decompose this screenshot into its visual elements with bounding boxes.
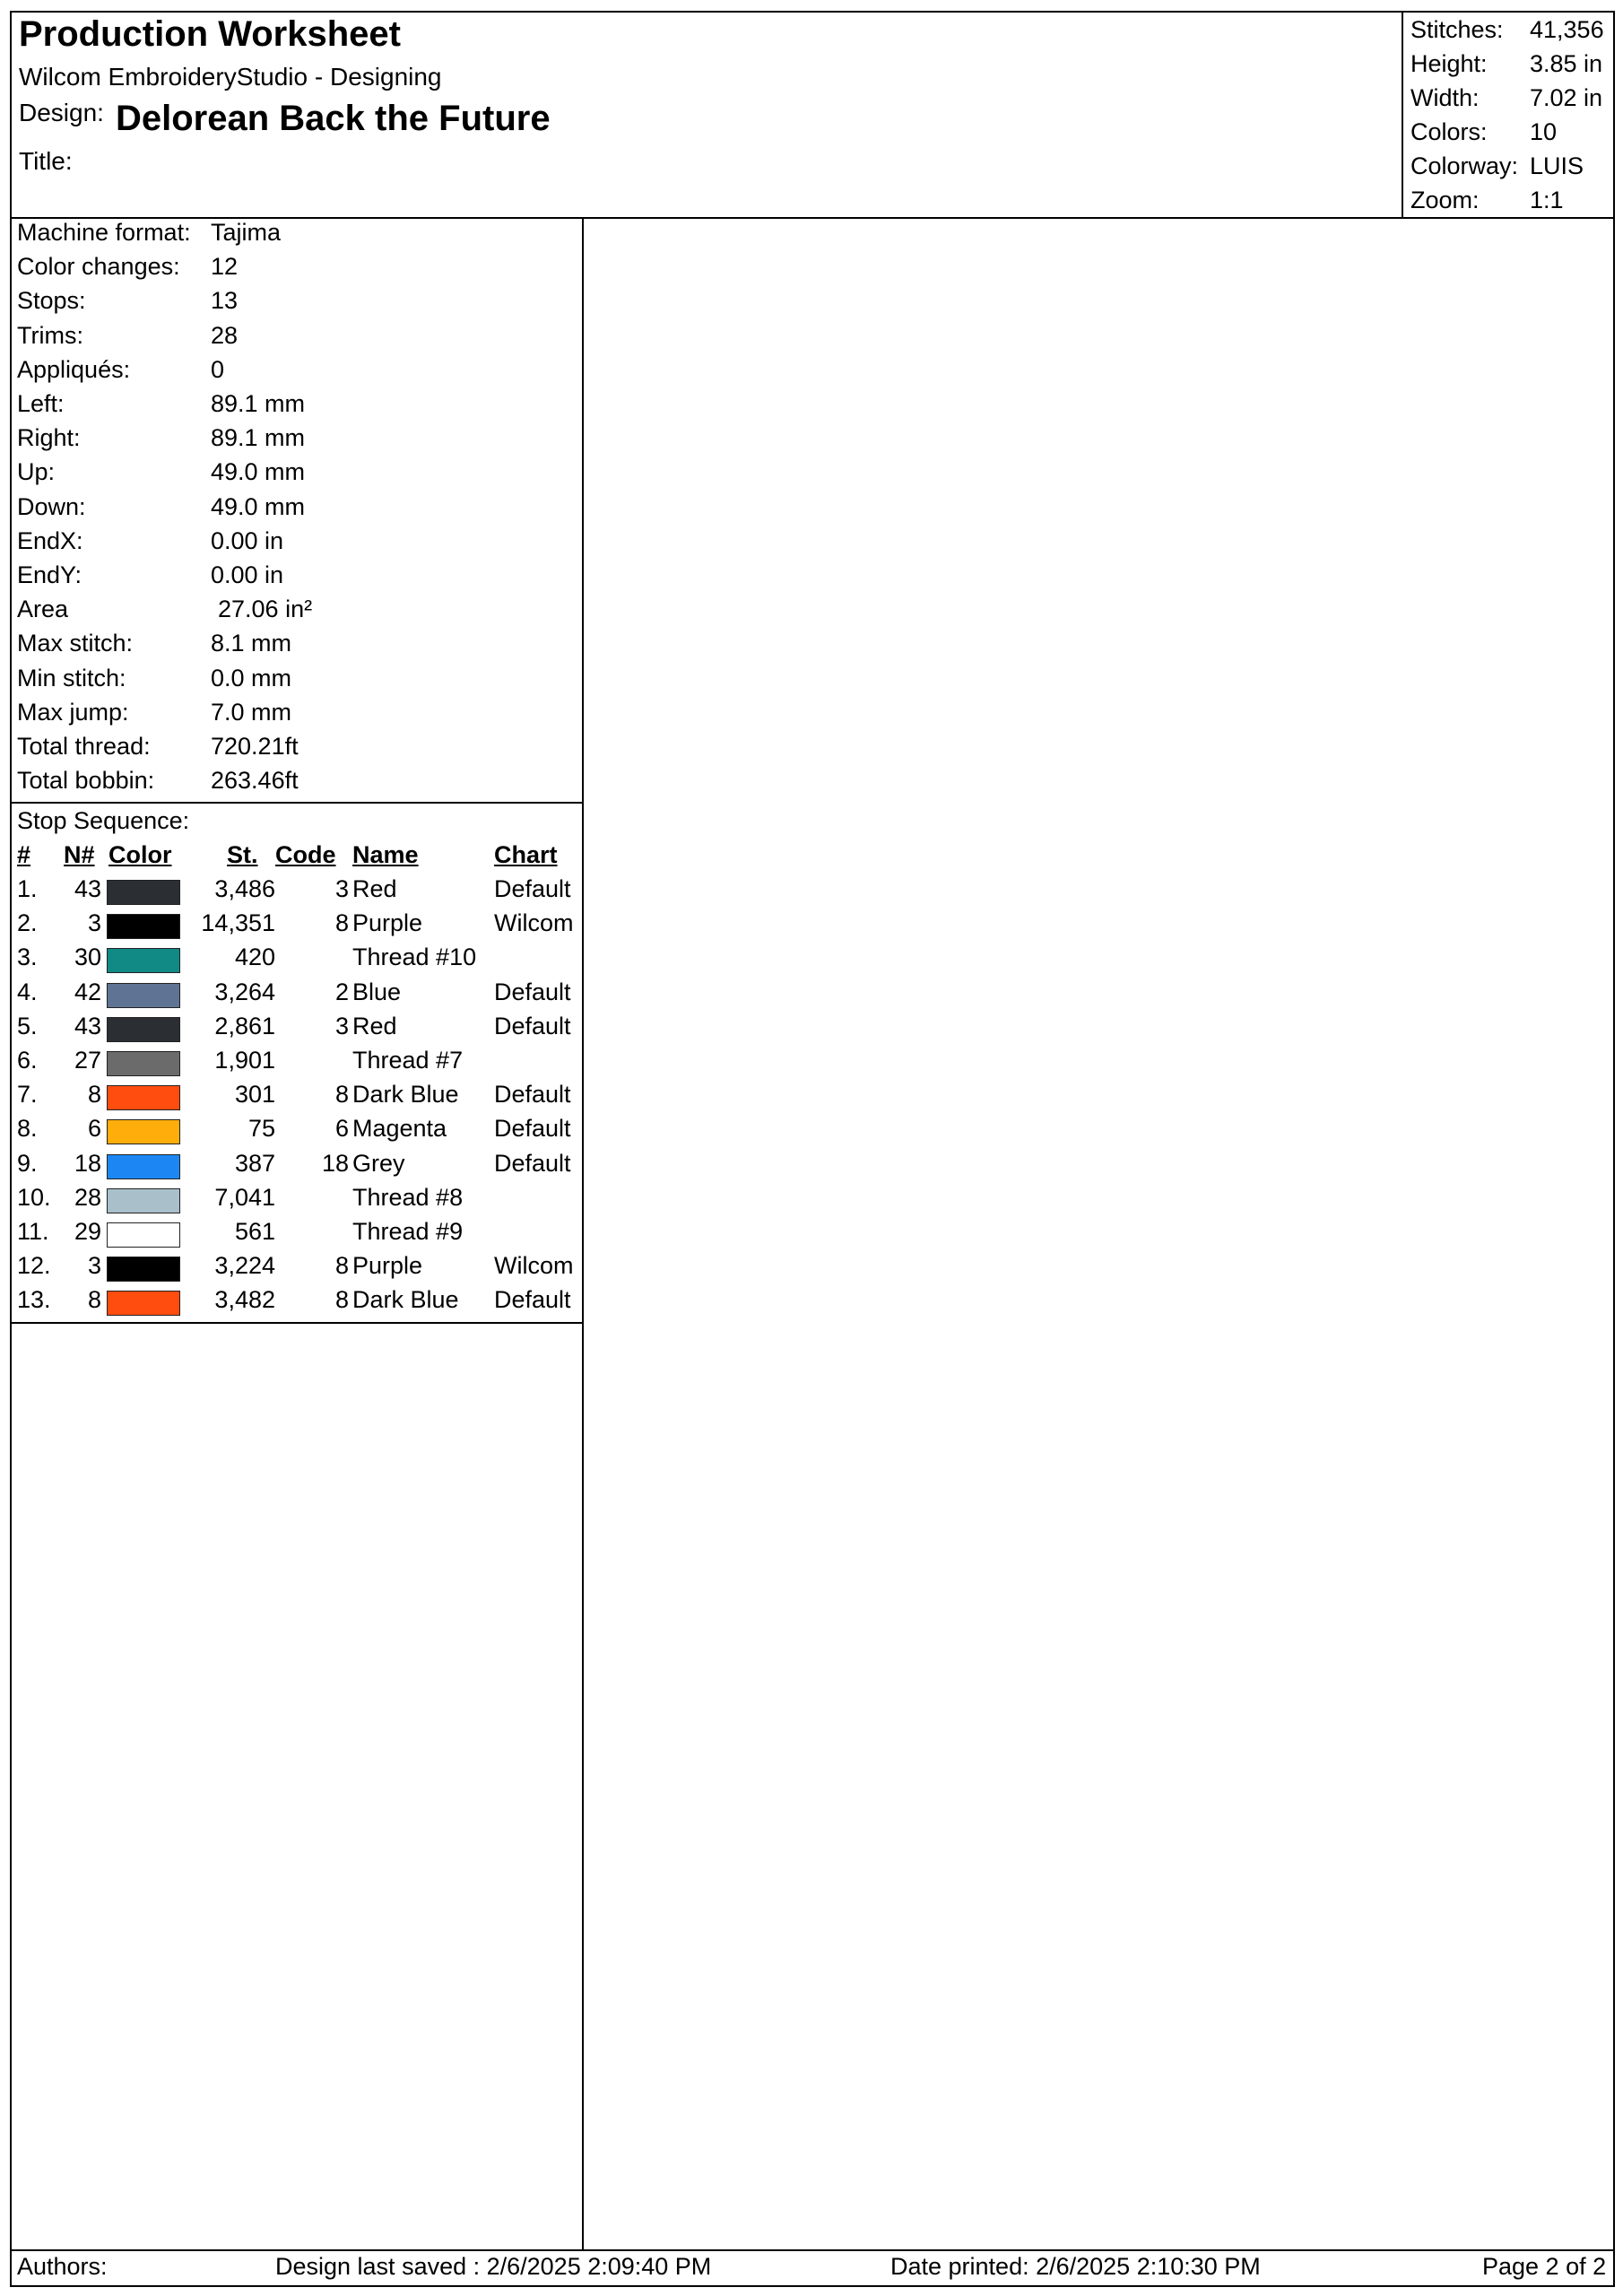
worksheet-title: Production Worksheet	[19, 14, 401, 54]
needle-number: 3	[87, 1252, 101, 1280]
thread-name: Thread #9	[352, 1218, 464, 1245]
needle-number: 28	[74, 1183, 101, 1211]
machine-info-row	[12, 458, 582, 492]
table-row	[12, 1252, 582, 1286]
info-value: 49.0 mm	[211, 458, 306, 486]
thread-chart: Default	[494, 1012, 571, 1039]
thread-chart: Default	[494, 1081, 571, 1109]
row-index: 4.	[17, 978, 38, 1005]
summary-label: Colorway:	[1410, 152, 1519, 179]
summary-label: Width:	[1410, 84, 1480, 111]
machine-info-row	[12, 665, 582, 699]
table-row	[12, 1013, 582, 1047]
summary-value: LUIS	[1530, 152, 1584, 179]
info-value: 8.1 mm	[211, 630, 292, 657]
thread-name: Thread #10	[352, 944, 477, 971]
thread-name: Thread #7	[352, 1047, 464, 1074]
table-row	[12, 1218, 582, 1252]
row-index: 11.	[17, 1218, 49, 1245]
info-label: Right:	[17, 424, 81, 452]
production-worksheet	[10, 11, 1615, 2287]
summary-label: Zoom:	[1410, 187, 1480, 213]
machine-info-row	[12, 219, 582, 253]
color-swatch	[107, 1188, 180, 1213]
summary-row	[1405, 84, 1613, 118]
thread-chart: Default	[494, 1149, 571, 1177]
info-value: 263.46ft	[211, 767, 299, 795]
machine-info-row	[12, 733, 582, 767]
thread-code: 8	[334, 1081, 349, 1109]
thread-chart: Default	[494, 1286, 571, 1314]
color-swatch	[107, 1222, 180, 1248]
thread-name: Magenta	[352, 1115, 447, 1143]
design-name: Delorean Back the Future	[116, 99, 551, 138]
color-swatch	[107, 1017, 180, 1042]
color-swatch	[107, 1085, 180, 1110]
info-value: 27.06 in²	[218, 596, 313, 623]
stitch-count: 7,041	[214, 1183, 275, 1211]
summary-value: 7.02 in	[1530, 84, 1603, 111]
row-index: 9.	[17, 1149, 38, 1177]
info-label: Total bobbin:	[17, 767, 155, 795]
column-header-code: Code	[275, 841, 336, 868]
color-swatch	[107, 948, 180, 973]
needle-number: 43	[74, 875, 101, 902]
title-label: Title:	[19, 147, 73, 175]
worksheet-header	[12, 13, 1613, 219]
stitch-count: 387	[234, 1149, 275, 1177]
stitch-count: 3,486	[214, 875, 275, 902]
thread-code: 3	[334, 875, 349, 902]
machine-info-row	[12, 527, 582, 561]
table-row	[12, 1286, 582, 1320]
machine-info-row	[12, 390, 582, 424]
worksheet-footer	[12, 2249, 1613, 2285]
info-label: Appliqués:	[17, 355, 131, 383]
details-panel	[12, 219, 584, 2249]
needle-number: 8	[87, 1081, 101, 1109]
machine-info-row	[12, 596, 582, 630]
design-summary	[1405, 13, 1613, 217]
needle-number: 3	[87, 909, 101, 937]
column-header-index: #	[17, 841, 31, 868]
table-row	[12, 1081, 582, 1115]
machine-info-row	[12, 493, 582, 527]
summary-row	[1405, 187, 1613, 221]
info-label: EndX:	[17, 526, 83, 554]
thread-name: Dark Blue	[352, 1081, 459, 1109]
info-label: Machine format:	[17, 219, 191, 246]
row-index: 3.	[17, 944, 38, 971]
authors-label: Authors:	[17, 2253, 108, 2280]
needle-number: 29	[74, 1218, 101, 1245]
thread-name: Red	[352, 1012, 397, 1039]
stitch-count: 14,351	[201, 909, 275, 937]
row-index: 6.	[17, 1047, 38, 1074]
row-index: 10.	[17, 1183, 51, 1211]
stop-sequence-table	[12, 804, 582, 1324]
info-label: Min stitch:	[17, 664, 126, 691]
machine-info-row	[12, 287, 582, 321]
needle-number: 27	[74, 1047, 101, 1074]
design-label: Design:	[19, 99, 104, 126]
info-value: 28	[211, 321, 239, 349]
table-row	[12, 1184, 582, 1218]
color-swatch	[107, 983, 180, 1008]
column-header-color: Color	[108, 841, 172, 868]
summary-value: 10	[1530, 118, 1558, 145]
info-label: Trims:	[17, 321, 83, 349]
machine-info-row	[12, 630, 582, 664]
summary-value: 1:1	[1530, 187, 1564, 213]
stitch-count: 3,264	[214, 978, 275, 1005]
thread-name: Grey	[352, 1149, 405, 1177]
summary-row	[1405, 50, 1613, 84]
color-swatch	[107, 1291, 180, 1316]
stitch-count: 75	[247, 1115, 275, 1143]
needle-number: 42	[74, 978, 101, 1005]
last-saved: Design last saved : 2/6/2025 2:09:40 PM	[275, 2253, 712, 2280]
thread-code: 8	[334, 1252, 349, 1280]
stitch-count: 3,224	[214, 1252, 275, 1280]
machine-info-row	[12, 424, 582, 458]
info-label: EndY:	[17, 561, 82, 588]
table-row	[12, 1115, 582, 1149]
machine-info-row	[12, 699, 582, 733]
thread-name: Thread #8	[352, 1183, 464, 1211]
thread-chart: Wilcom	[494, 1252, 574, 1280]
thread-code: 3	[334, 1012, 349, 1039]
thread-code: 8	[334, 1286, 349, 1314]
table-row	[12, 875, 582, 909]
stop-sequence-title: Stop Sequence:	[17, 807, 190, 834]
row-index: 5.	[17, 1012, 38, 1039]
table-row	[12, 1150, 582, 1184]
info-value: Tajima	[211, 219, 282, 246]
summary-label: Height:	[1410, 50, 1488, 77]
machine-info-row	[12, 322, 582, 356]
thread-code: 18	[321, 1149, 349, 1177]
table-row	[12, 1047, 582, 1081]
info-label: Max stitch:	[17, 630, 134, 657]
info-label: Up:	[17, 458, 56, 486]
machine-info-row	[12, 767, 582, 801]
thread-name: Purple	[352, 909, 423, 937]
needle-number: 18	[74, 1149, 101, 1177]
date-printed: Date printed: 2/6/2025 2:10:30 PM	[890, 2253, 1261, 2280]
info-value: 7.0 mm	[211, 698, 292, 726]
machine-info-row	[12, 253, 582, 287]
info-value: 0	[211, 355, 225, 383]
row-index: 7.	[17, 1081, 38, 1109]
info-value: 89.1 mm	[211, 424, 306, 452]
summary-value: 41,356	[1530, 16, 1604, 43]
info-label: Max jump:	[17, 698, 129, 726]
summary-row	[1405, 152, 1613, 187]
column-header-chart: Chart	[494, 841, 558, 868]
info-label: Down:	[17, 492, 86, 520]
thread-chart: Default	[494, 978, 571, 1005]
application-name: Wilcom EmbroideryStudio - Designing	[19, 63, 442, 91]
thread-code: 8	[334, 909, 349, 937]
thread-code: 2	[334, 978, 349, 1005]
info-label: Color changes:	[17, 253, 180, 281]
info-value: 13	[211, 287, 239, 315]
info-label: Total thread:	[17, 733, 151, 760]
thread-name: Blue	[352, 978, 402, 1005]
thread-chart: Wilcom	[494, 909, 574, 937]
summary-label: Stitches:	[1410, 16, 1504, 43]
stitch-count: 301	[234, 1081, 275, 1109]
info-label: Area	[17, 596, 69, 623]
needle-number: 43	[74, 1012, 101, 1039]
color-swatch	[107, 1154, 180, 1179]
summary-row	[1405, 118, 1613, 152]
machine-info-row	[12, 356, 582, 390]
row-index: 2.	[17, 909, 38, 937]
row-index: 12.	[17, 1252, 51, 1280]
row-index: 13.	[17, 1286, 51, 1314]
color-swatch	[107, 1119, 180, 1144]
page-number: Page 2 of 2	[1482, 2253, 1607, 2280]
column-header-name: Name	[352, 841, 419, 868]
row-index: 8.	[17, 1115, 38, 1143]
info-value: 0.0 mm	[211, 664, 292, 691]
thread-code: 6	[334, 1115, 349, 1143]
stitch-count: 1,901	[214, 1047, 275, 1074]
stitch-count: 561	[234, 1218, 275, 1245]
thread-name: Dark Blue	[352, 1286, 459, 1314]
machine-info-table	[12, 219, 582, 804]
info-value: 720.21ft	[211, 733, 299, 760]
info-value: 0.00 in	[211, 526, 284, 554]
info-value: 0.00 in	[211, 561, 284, 588]
stitch-count: 420	[234, 944, 275, 971]
row-index: 1.	[17, 875, 38, 902]
stitch-count: 3,482	[214, 1286, 275, 1314]
needle-number: 6	[87, 1115, 101, 1143]
table-row	[12, 978, 582, 1013]
summary-row	[1405, 16, 1613, 50]
info-label: Left:	[17, 390, 65, 417]
color-swatch	[107, 1257, 180, 1282]
needle-number: 8	[87, 1286, 101, 1314]
stitch-count: 2,861	[214, 1012, 275, 1039]
summary-value: 3.85 in	[1530, 50, 1603, 77]
table-row	[12, 944, 582, 978]
thread-chart: Default	[494, 1115, 571, 1143]
info-label: Stops:	[17, 287, 86, 315]
color-swatch	[107, 914, 180, 939]
needle-number: 30	[74, 944, 101, 971]
machine-info-row	[12, 561, 582, 596]
color-swatch	[107, 1051, 180, 1076]
design-header	[12, 13, 1403, 217]
column-header-needle: N#	[64, 841, 95, 868]
column-header-stitches: St.	[227, 841, 258, 868]
thread-name: Red	[352, 875, 397, 902]
thread-name: Purple	[352, 1252, 423, 1280]
summary-label: Colors:	[1410, 118, 1488, 145]
info-value: 49.0 mm	[211, 492, 306, 520]
color-swatch	[107, 880, 180, 905]
info-value: 12	[211, 253, 239, 281]
info-value: 89.1 mm	[211, 390, 306, 417]
thread-chart: Default	[494, 875, 571, 902]
table-row	[12, 909, 582, 944]
